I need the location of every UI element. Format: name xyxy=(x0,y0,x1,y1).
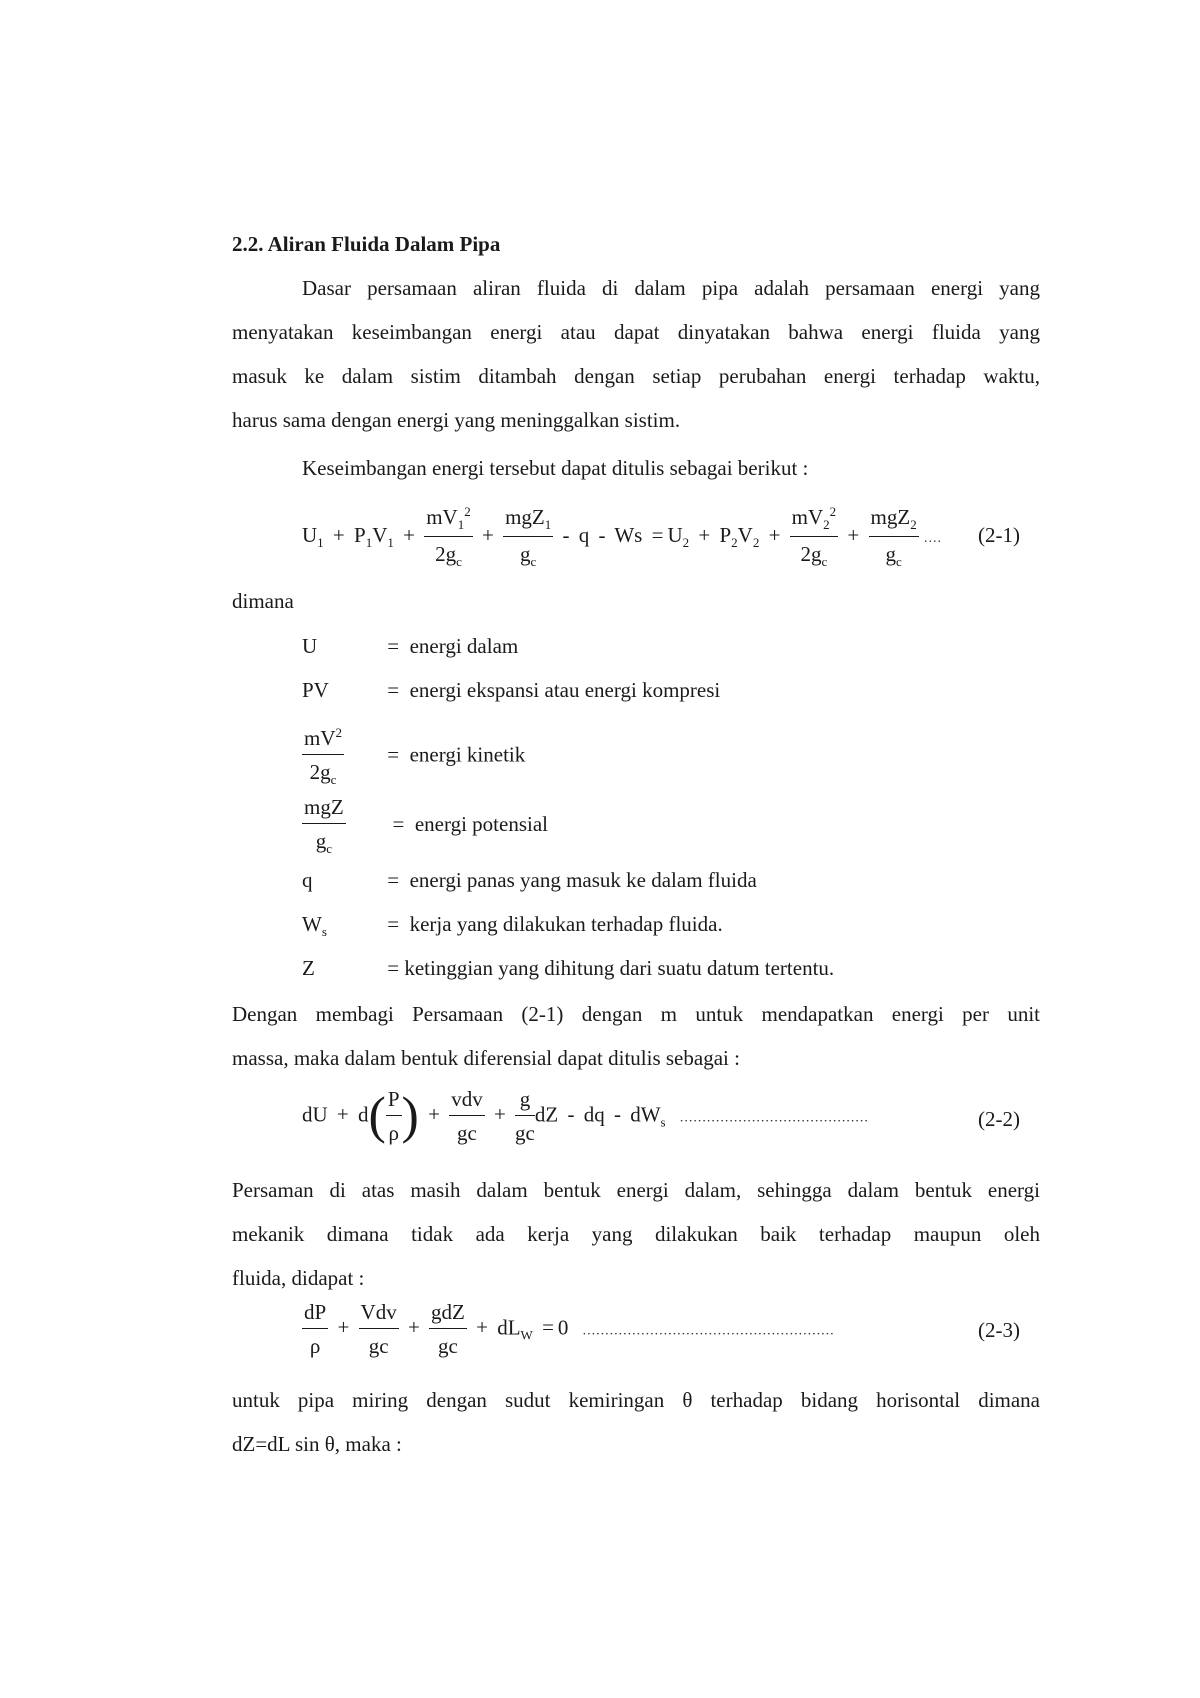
def-text: energi potensial xyxy=(414,811,549,836)
def-text: energi ekspansi atau energi kompresi xyxy=(409,678,721,702)
def-row-kinetic: $\frac{mV^2}{2g_c}$ = energi kinetik xyxy=(304,725,526,788)
incline-line: dZ=dL sin θ, maka : xyxy=(232,1432,402,1456)
def-text: ketinggian yang dihitung dari suatu datum tertentu. xyxy=(404,956,835,980)
intro-paragraph xyxy=(232,266,1040,442)
dimana-label: dimana xyxy=(232,589,294,613)
def-row-ws: $W_s$ = kerja yang dilakukan terhadap fluida. xyxy=(302,902,723,954)
def-symbol: Z xyxy=(302,956,315,980)
def-row-z: Z = ketinggian yang dihitung dari suatu datum tertentu. xyxy=(302,946,834,990)
def-symbol: $W_s$ xyxy=(302,912,327,940)
intro-line: masuk ke dalam sistim ditambah dengan setiap perubahan energi terhadap waktu, xyxy=(232,364,1040,388)
equation-2-2: dU + d( $\frac{P}{\rho}$ ) + $\frac{\text{vdv}}{gc}$ + $\frac{g}{gc}$ dZ - dq - $dW_s$ .......................................... xyxy=(302,1087,869,1145)
def-row-u: U = energi dalam xyxy=(302,624,518,668)
def-row-potential: $\frac{\text{mgZ}}{g_c}$ = energi potensial xyxy=(304,795,549,857)
def-text: kerja yang dilakukan terhadap fluida. xyxy=(409,912,723,936)
equation-2-1: $U_1 + P_1V_1$ + $\frac{mV_1^2}{2g_c}$ + $\frac{mgZ_1}{g_c}$ - $q - Ws = U_2 + P_2V_2$ + $\frac{mV_2^2}{2g_c}$ + $\frac{mgZ_2}{g_c}$ .... xyxy=(302,504,942,570)
def-row-pv: PV = energi ekspansi atau energi kompresi xyxy=(302,668,720,712)
incline-line: untuk pipa miring dengan sudut kemiringan θ terhadap bidang horisontal dimana xyxy=(232,1388,1040,1412)
mechanical-paragraph xyxy=(232,1168,1040,1300)
mech-line: fluida, didapat : xyxy=(232,1266,365,1290)
def-row-q: q = energi panas yang masuk ke dalam fluida xyxy=(302,858,757,902)
intro-line: harus sama dengan energi yang meninggalkan sistim. xyxy=(232,408,681,432)
intro-line: menyatakan keseimbangan energi atau dapat dinyatakan bahwa energi fluida yang xyxy=(232,320,1040,344)
intro-line: Dasar persamaan aliran fluida di dalam pipa adalah persamaan energi yang xyxy=(302,276,1040,300)
divide-paragraph xyxy=(232,992,1040,1080)
mech-line: mekanik dimana tidak ada kerja yang dilakukan baik terhadap maupun oleh xyxy=(232,1222,1040,1246)
def-symbol: q xyxy=(302,868,313,892)
incline-paragraph xyxy=(232,1378,1040,1466)
section-heading: 2.2. Aliran Fluida Dalam Pipa xyxy=(232,232,501,256)
equation-2-3: $\frac{dP}{\rho}$ + $\frac{\text{Vdv}}{gc}$ + $\frac{\text{gdZ}}{gc}$ + $dL_W = 0$ ........................................................ xyxy=(304,1300,835,1358)
def-symbol: PV xyxy=(302,678,329,702)
balance-line: Keseimbangan energi tersebut dapat ditulis sebagai berikut : xyxy=(302,456,809,480)
divide-line: Dengan membagi Persamaan (2-1) dengan m untuk mendapatkan energi per unit xyxy=(232,1002,1040,1026)
equation-number-2-2: (2-2) xyxy=(978,1107,1020,1131)
def-text: energi dalam xyxy=(409,634,519,658)
mech-line: Persaman di atas masih dalam bentuk energi dalam, sehingga dalam bentuk energi xyxy=(232,1178,1040,1202)
divide-line: massa, maka dalam bentuk diferensial dapat ditulis sebagai : xyxy=(232,1046,740,1070)
kinetic-fraction: $\frac{mV^2}{2g_c}$ xyxy=(304,725,342,788)
equation-number-2-3: (2-3) xyxy=(978,1318,1020,1342)
def-text: energi panas yang masuk ke dalam fluida xyxy=(409,868,757,892)
def-text: energi kinetik xyxy=(409,742,526,767)
def-symbol: U xyxy=(302,634,318,658)
equation-number-2-1: (2-1) xyxy=(978,523,1020,547)
potential-fraction: $\frac{\text{mgZ}}{g_c}$ xyxy=(304,795,344,857)
